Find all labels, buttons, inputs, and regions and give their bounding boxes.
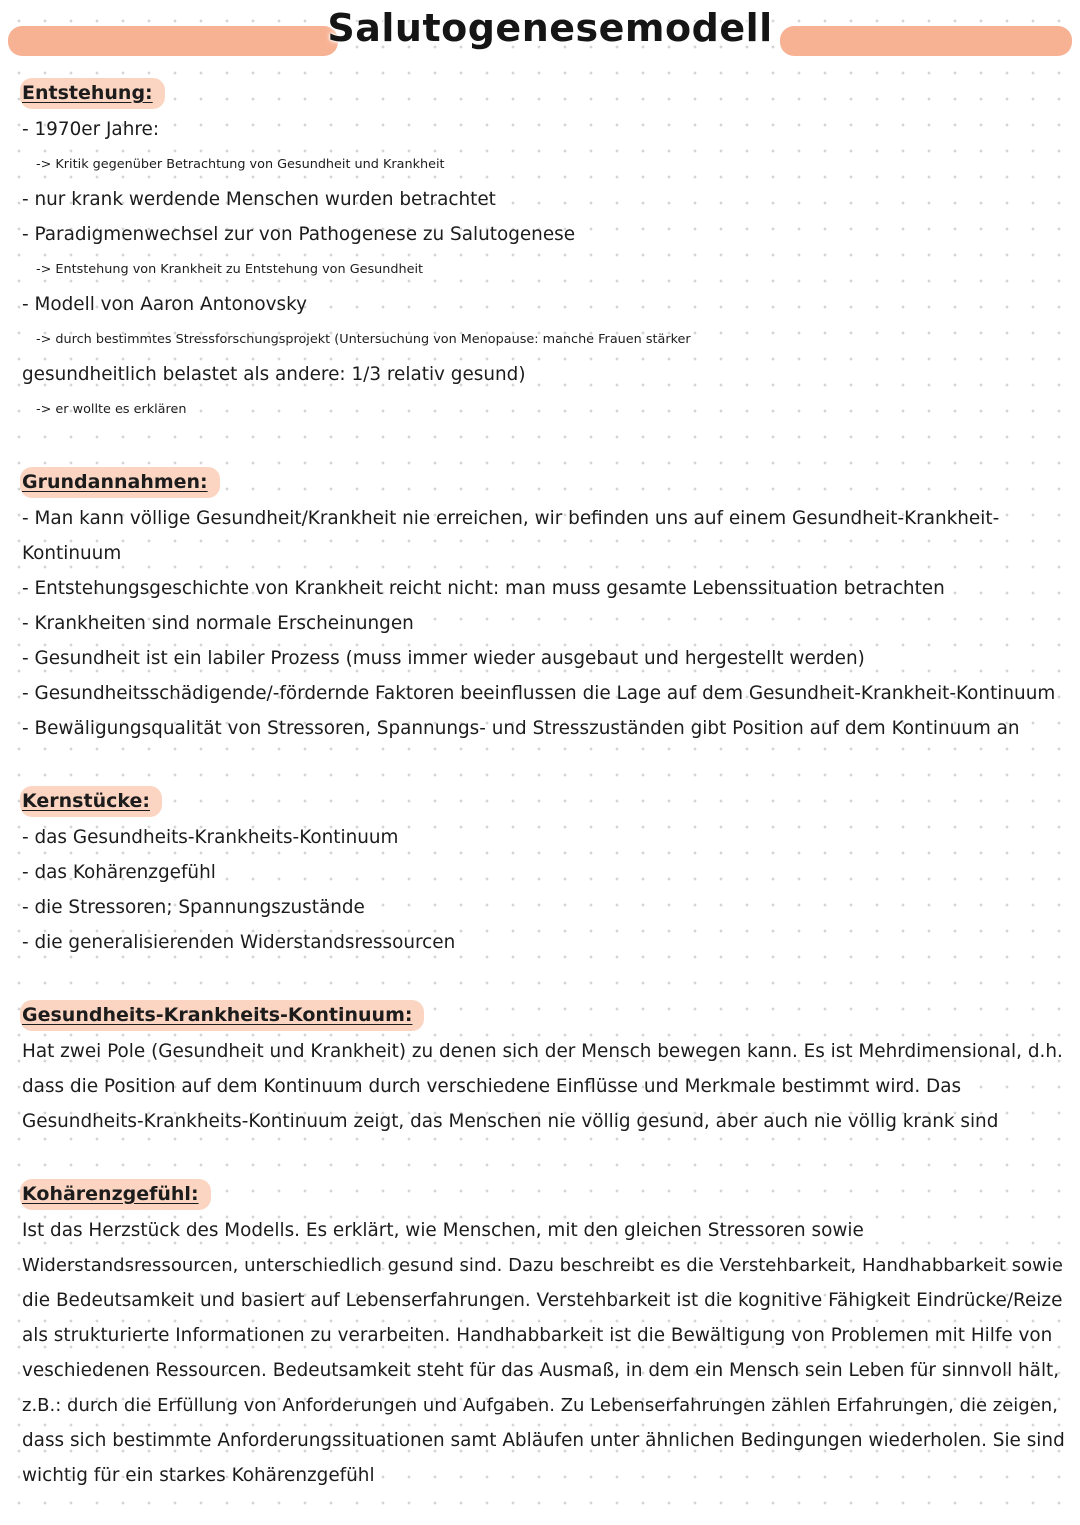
text-line: - die generalisierenden Widerstandsressourcen: [22, 932, 456, 953]
text-line: Ist das Herzstück des Modells. Es erklärt, wie Menschen, mit den gleichen Stressoren sowie: [22, 1220, 864, 1241]
text-line: - Bewäligungsqualität von Stressoren, Spannungs- und Stresszuständen gibt Position auf dem Kontinuum an: [22, 718, 1020, 739]
text-line: - Paradigmenwechsel zur von Pathogenese zu Salutogenese: [22, 224, 576, 245]
text-line: gesundheitlich belastet als andere: 1/3 relativ gesund): [22, 364, 526, 385]
text-line: Widerstandsressourcen, unterschiedlich gesund sind. Dazu beschreibt es die Verstehbarkeit, Handhabbarkeit sowie: [22, 1255, 1063, 1276]
text-line: - das Kohärenzgefühl: [22, 862, 216, 883]
text-line: - Gesundheitsschädigende/-fördernde Faktoren beeinflussen die Lage auf dem Gesundheit-Krankheit-Kontinuum: [22, 683, 1056, 704]
text-line: -> Entstehung von Krankheit zu Entstehung von Gesundheit: [36, 262, 424, 277]
text-line: Gesundheits-Krankheits-Kontinuum zeigt, das Menschen nie völlig gesund, aber auch nie völlig krank sind: [22, 1111, 999, 1132]
notes-content: [22, 78, 1065, 1493]
section-kontinuum: [22, 1000, 1063, 1139]
text-line: die Bedeutsamkeit und basiert auf Lebenserfahrungen. Verstehbarkeit ist die kognitive Fähigkeit Eindrücke/Reize: [22, 1290, 1063, 1311]
section-kernstuecke: [22, 786, 1060, 960]
section-kohaerenzgefuehl: [22, 1179, 1065, 1493]
title-accent-bar-left: [8, 26, 338, 56]
title-accent-bar-right: [780, 26, 1072, 56]
text-line: - nur krank werdende Menschen wurden betrachtet: [22, 189, 496, 210]
text-line: dass sich bestimmte Anforderungssituationen samt Abläufen unter ähnlichen Bedingungen wiederholen. Sie sind: [22, 1430, 1065, 1451]
text-line: -> Kritik gegenüber Betrachtung von Gesundheit und Krankheit: [36, 157, 445, 172]
text-line: Kontinuum: [22, 543, 122, 564]
text-line: - Entstehungsgeschichte von Krankheit reicht nicht: man muss gesamte Lebenssituation betrachten: [22, 578, 945, 599]
section-heading: Gesundheits-Krankheits-Kontinuum:: [20, 1000, 424, 1031]
text-line: als strukturierte Informationen zu verarbeiten. Handhabbarkeit ist die Bewältigung von Problemen mit Hilfe von: [22, 1325, 1053, 1346]
text-line: - Modell von Aaron Antonovsky: [22, 294, 308, 315]
text-line: - 1970er Jahre:: [22, 119, 160, 140]
text-line: - Man kann völlige Gesundheit/Krankheit nie erreichen, wir befinden uns auf einem Gesundheit-Krankheit-: [22, 508, 1000, 529]
section-heading: Kohärenzgefühl:: [20, 1179, 211, 1210]
section-grundannahmen: [22, 467, 1060, 746]
text-line: - Gesundheit ist ein labiler Prozess (muss immer wieder ausgebaut und hergestellt werden): [22, 648, 865, 669]
page-title: Salutogenesemodell: [327, 6, 773, 50]
text-line: -> er wollte es erklären: [36, 402, 187, 417]
text-line: wichtig für ein starkes Kohärenzgefühl: [22, 1465, 375, 1486]
section-heading: Kernstücke:: [20, 786, 162, 817]
text-line: - Krankheiten sind normale Erscheinungen: [22, 613, 414, 634]
text-line: Hat zwei Pole (Gesundheit und Krankheit) zu denen sich der Mensch bewegen kann. Es ist Mehrdimensional, d.h.: [22, 1041, 1063, 1062]
text-line: z.B.: durch die Erfüllung von Anforderungen und Aufgaben. Zu Lebenserfahrungen zählen Erfahrungen, die zeigen,: [22, 1395, 1058, 1416]
section-heading: Entstehung:: [20, 78, 165, 109]
section-heading: Grundannahmen:: [20, 467, 220, 498]
text-line: - das Gesundheits-Krankheits-Kontinuum: [22, 827, 399, 848]
title-banner: [0, 0, 1080, 80]
text-line: dass die Position auf dem Kontinuum durch verschiedene Einflüsse und Merkmale bestimmt wird. Das: [22, 1076, 962, 1097]
text-line: -> durch bestimmtes Stressforschungsprojekt (Untersuchung von Menopause: manche Frauen stärker: [36, 332, 691, 347]
section-entstehung: [22, 78, 1060, 427]
text-line: veschiedenen Ressourcen. Bedeutsamkeit steht für das Ausmaß, in dem ein Mensch sein Leben für sinnvoll hält,: [22, 1360, 1060, 1381]
text-line: - die Stressoren; Spannungszustände: [22, 897, 365, 918]
